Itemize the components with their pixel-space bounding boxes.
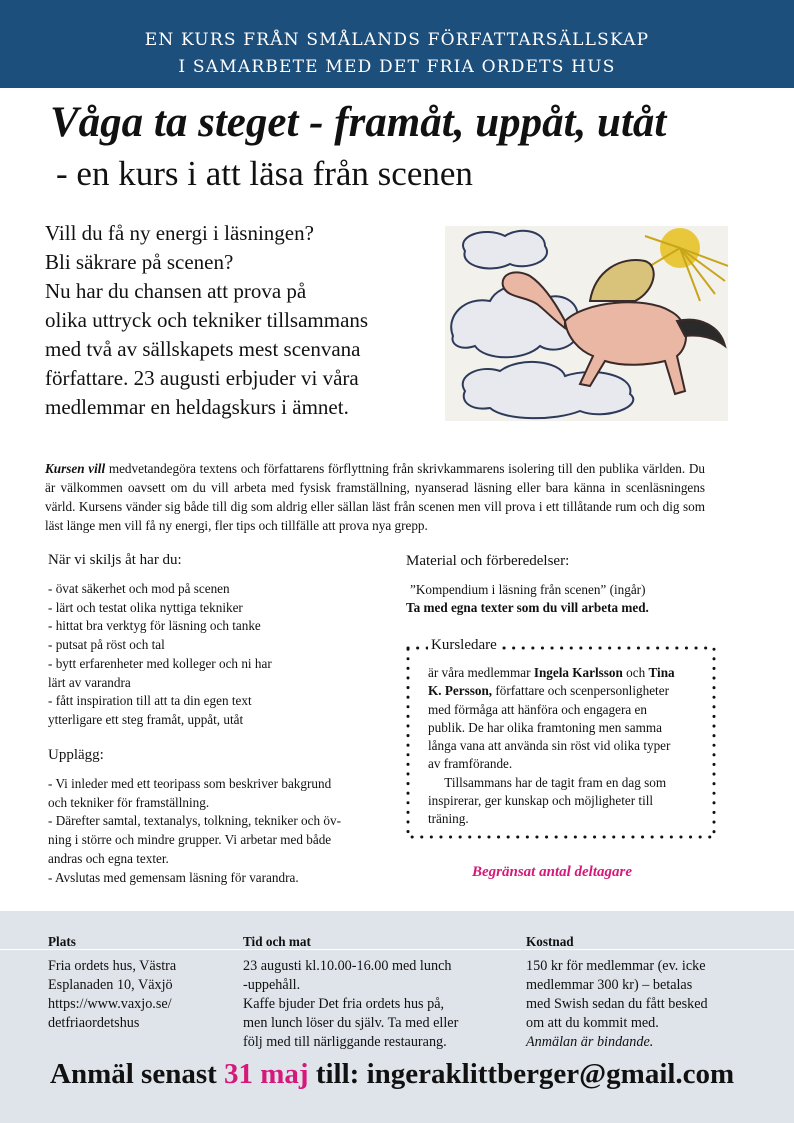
cost-line: om att du kommit med. [526,1015,659,1031]
cost-line: med Swish sedan du fått besked [526,996,708,1012]
leaders-line: inspirerar, ger kunskap och möjligheter till [428,793,654,809]
plan-heading: Upplägg: [48,747,104,763]
cost-heading: Kostnad [526,934,574,949]
banner-line-2: I SAMARBETE MED DET FRIA ORDETS HUS [178,57,616,77]
list-item: ytterligare ett steg framåt, uppåt, utåt [48,711,244,727]
intro-line: medlemmar en heldagskurs i ämnet. [45,395,349,419]
outcomes-heading: När vi skiljs åt har du: [48,552,182,568]
list-item: - lärt och testat olika nyttiga tekniker [48,599,243,615]
time-column [243,932,458,1052]
winged-horse-illustration [445,226,728,421]
time-line: Kaffe bjuder Det fria ordets hus på, [243,996,445,1012]
list-item: - Avslutas med gemensam läsning för varandra. [48,869,299,885]
leaders-text-part: författare och scenpersonligheter [492,683,669,699]
leaders-line: Tillsammans har de tagit fram en dag som [428,774,667,790]
list-item: - bytt erfarenheter med kolleger och ni har [48,655,272,671]
place-line: Esplanaden 10, Växjö [48,977,173,993]
list-item: - putsat på röst och tal [48,637,165,653]
list-item: andras och egna texter. [48,850,169,866]
intro-line: Bli säkrare på scenen? [45,250,234,274]
place-line: Fria ordets hus, Västra [48,958,177,974]
leaders-text [428,664,696,829]
time-line: följ med till närliggande restaurang. [243,1034,447,1050]
leaders-line: träning. [428,811,469,827]
leader-name: Tina [648,665,675,680]
cost-column [526,932,708,1052]
plan-list [48,775,378,887]
list-item: - Vi inleder med ett teoripass som beskriver bakgrund [48,776,332,791]
leaders-line: publik. De har olika framtoning men samma [428,719,663,735]
binding-note: Anmälan är bindande. [526,1034,654,1050]
page-subtitle: - en kurs i att läsa från scenen [56,154,473,193]
time-line: 23 augusti kl.10.00-16.00 med lunch [243,958,452,974]
leader-name: Ingela Karlsson [533,665,623,680]
header-banner [0,0,794,88]
list-item: ning i större och mindre grupper. Vi arbetar med både [48,832,332,848]
deadline-date: 31 maj [224,1058,309,1090]
leaders-line: av framförande. [428,756,513,772]
banner-line-1: EN KURS FRÅN SMÅLANDS FÖRFATTARSÄLLSKAP [144,30,650,50]
place-link[interactable]: detfriaordetshus [48,1015,140,1031]
time-line: men lunch löser du själv. Ta med eller [243,1015,459,1031]
list-item: - fått inspiration till att ta din egen text [48,693,252,709]
intro-line: Vill du få ny energi i läsningen? [45,221,314,245]
intro-text [45,219,425,422]
registration-cta [50,1058,734,1091]
description-lead: Kursen vill [45,461,106,476]
place-heading: Plats [48,934,76,949]
cost-line: medlemmar 300 kr) – betalas [526,977,693,993]
material-heading: Material och förberedelser: [406,553,570,569]
place-column [48,932,176,1033]
description-text: medvetandegöra textens och författarens förflyttning från skrivkammarens isolering till den publika världen. Du är välkommen oavsett om du vill arbeta med fysisk framställning, nyanserad läsning eller bara känna in scenläsningens värld. Kursens vänder sig både till dig som aldrig eller sällan läst från scenen men vill prova i ett tillåtande rum och dig som läst länge men vill få ny energi, fler tips och tillfälle att prova nya grepp. [45,461,705,533]
time-heading: Tid och mat [243,934,311,949]
leaders-text-part: och [622,665,649,680]
intro-line: författare. 23 augusti erbjuder vi våra [45,366,359,390]
leaders-text-part: är våra medlemmar [428,665,534,680]
list-item: - hittat bra verktyg för läsning och tanke [48,618,261,634]
leaders-heading: Kursledare [428,637,500,654]
list-item: - Därefter samtal, textanalys, tolkning, tekniker och öv- [48,813,341,829]
list-item: - övat säkerhet och mod på scenen [48,581,230,596]
list-item: lärt av varandra [48,674,131,690]
course-description [45,459,705,535]
limited-seats-note: Begränsat antal deltagare [472,864,633,880]
leaders-line: långa vana att använda sin röst vid olika typer [428,738,671,754]
leader-name: K. Persson, [428,683,493,699]
leaders-line [428,664,696,682]
time-line: -uppehåll. [243,977,301,993]
outcomes-list [48,580,348,730]
cta-email[interactable]: till: ingeraklittberger@gmail.com [308,1058,735,1090]
intro-line: med två av sällskapets mest scenvana [45,337,361,361]
cost-line: 150 kr för medlemmar (ev. icke [526,958,706,974]
page-title: Våga ta steget - framåt, uppåt, utåt [50,99,667,146]
intro-line: Nu har du chansen att prova på [45,279,307,303]
list-item: och tekniker för framställning. [48,794,210,810]
leaders-line [428,682,696,700]
place-link[interactable]: https://www.vaxjo.se/ [48,996,172,1012]
leaders-line: med förmåga att hänföra och engagera en [428,701,647,717]
material-compendium: ”Kompendium i läsning från scenen” (ingår) [410,582,646,597]
intro-line: olika uttryck och tekniker tillsammans [45,308,369,332]
material-bring-texts: Ta med egna texter som du vill arbeta med. [406,600,649,615]
cta-text: Anmäl senast [50,1058,225,1090]
